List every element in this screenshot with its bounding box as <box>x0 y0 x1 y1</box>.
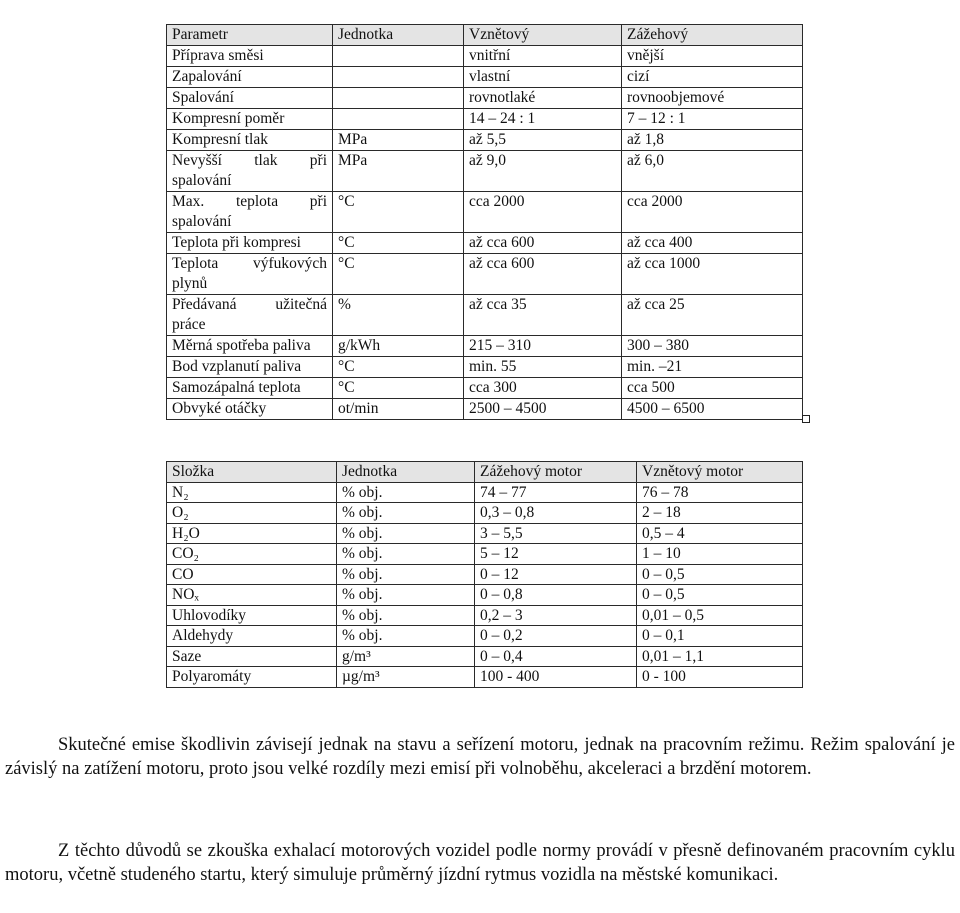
table-row <box>167 151 803 192</box>
paragraph-text: Skutečné emise škodlivin závisejí jednak na stavu a seřízení motoru, jednak na pracovním režimu. Režim spalování je závislý na zatížení motoru, proto jsou velké rozdíly mezi emisí při volnoběhu, akceleraci a brzdění motorem. <box>5 735 955 779</box>
table-cell: Aldehydy <box>167 626 337 647</box>
table-cell: ot/min <box>333 399 464 420</box>
table-cell: Předávaná užitečná práce <box>167 295 333 336</box>
resize-handle[interactable] <box>802 415 810 423</box>
table-cell: až cca 35 <box>464 295 622 336</box>
table-cell <box>333 109 464 130</box>
table-cell: MPa <box>333 151 464 192</box>
table-row <box>167 523 803 544</box>
table-row <box>167 482 803 503</box>
table-cell: až cca 600 <box>464 233 622 254</box>
table-cell <box>333 67 464 88</box>
table-cell: µg/m³ <box>337 667 475 688</box>
table-cell: 0 – 0,4 <box>475 646 637 667</box>
engine-comparison-table <box>166 24 803 420</box>
table-cell: % obj. <box>337 544 475 565</box>
table-cell: Max. teplota při spalování <box>167 192 333 233</box>
table-cell: 0 – 12 <box>475 564 637 585</box>
table-cell: 0,3 – 0,8 <box>475 503 637 524</box>
table-row <box>167 503 803 524</box>
table-cell: až 9,0 <box>464 151 622 192</box>
table-cell: 2500 – 4500 <box>464 399 622 420</box>
table-cell: 0 – 0,5 <box>637 564 803 585</box>
table-cell: 0,01 – 1,1 <box>637 646 803 667</box>
table-cell: g/kWh <box>333 336 464 357</box>
table-row <box>167 192 803 233</box>
table-cell: 0,5 – 4 <box>637 523 803 544</box>
table-cell: 7 – 12 : 1 <box>622 109 803 130</box>
table-cell: Saze <box>167 646 337 667</box>
table-cell <box>333 46 464 67</box>
table-cell: °C <box>333 378 464 399</box>
table-cell: až 5,5 <box>464 130 622 151</box>
table-cell: min. –21 <box>622 357 803 378</box>
table-cell: 2 – 18 <box>637 503 803 524</box>
table-cell: °C <box>333 357 464 378</box>
table-header-row <box>167 462 803 483</box>
table-cell: Kompresní poměr <box>167 109 333 130</box>
table-cell: Nevyšší tlak při spalování <box>167 151 333 192</box>
table-cell: Samozápalná teplota <box>167 378 333 399</box>
table-cell: °C <box>333 192 464 233</box>
table-row <box>167 378 803 399</box>
table-row <box>167 646 803 667</box>
header-cell: Vznětový <box>464 25 622 46</box>
table-cell: 5 – 12 <box>475 544 637 565</box>
table-cell: Měrná spotřeba paliva <box>167 336 333 357</box>
table-cell: % <box>333 295 464 336</box>
table-row <box>167 544 803 565</box>
table-cell: cizí <box>622 67 803 88</box>
table-row <box>167 130 803 151</box>
table-cell: 0 – 0,5 <box>637 585 803 606</box>
table-cell: cca 300 <box>464 378 622 399</box>
table-cell: 0 – 0,2 <box>475 626 637 647</box>
table-row <box>167 585 803 606</box>
table-cell: 0 – 0,8 <box>475 585 637 606</box>
table-cell: CO₂ <box>167 544 337 565</box>
table-cell: Polyaromáty <box>167 667 337 688</box>
paragraph-text: Z těchto důvodů se zkouška exhalací motorových vozidel podle normy provádí v přesně definovaném pracovním cyklu motoru, včetně studeného startu, který simuluje průměrný jízdní rytmus vozidla na městské komunikaci. <box>5 841 955 885</box>
table-cell: cca 500 <box>622 378 803 399</box>
table-cell: % obj. <box>337 605 475 626</box>
table-row <box>167 605 803 626</box>
table-cell: CO <box>167 564 337 585</box>
table-cell: Zapalování <box>167 67 333 88</box>
table-cell: % obj. <box>337 523 475 544</box>
table-cell: % obj. <box>337 626 475 647</box>
table-cell: 1 – 10 <box>637 544 803 565</box>
table-cell: vnitřní <box>464 46 622 67</box>
table-cell: 4500 – 6500 <box>622 399 803 420</box>
table-cell: 3 – 5,5 <box>475 523 637 544</box>
table-cell: min. 55 <box>464 357 622 378</box>
table-cell: až cca 600 <box>464 254 622 295</box>
table-row <box>167 233 803 254</box>
table-cell: Spalování <box>167 88 333 109</box>
table-cell: 76 – 78 <box>637 482 803 503</box>
table-row <box>167 109 803 130</box>
table-cell: cca 2000 <box>622 192 803 233</box>
table-cell: vlastní <box>464 67 622 88</box>
table-cell: Příprava směsi <box>167 46 333 67</box>
table-cell: % obj. <box>337 564 475 585</box>
table-cell: 0,2 – 3 <box>475 605 637 626</box>
table-cell: NOₓ <box>167 585 337 606</box>
table-cell: H₂O <box>167 523 337 544</box>
table-cell: vnější <box>622 46 803 67</box>
table-cell: 74 – 77 <box>475 482 637 503</box>
table-cell: Teplota při kompresi <box>167 233 333 254</box>
table-row <box>167 254 803 295</box>
table-cell: rovnotlaké <box>464 88 622 109</box>
table-cell: 100 - 400 <box>475 667 637 688</box>
table-row <box>167 295 803 336</box>
table-cell: 0 – 0,1 <box>637 626 803 647</box>
table-cell: 215 – 310 <box>464 336 622 357</box>
table-cell: 0 - 100 <box>637 667 803 688</box>
exhaust-composition-table <box>166 461 803 688</box>
table-cell: cca 2000 <box>464 192 622 233</box>
table-cell: 14 – 24 : 1 <box>464 109 622 130</box>
table-header-row <box>167 25 803 46</box>
header-cell: Zážehový <box>622 25 803 46</box>
table-cell: O₂ <box>167 503 337 524</box>
table-row <box>167 88 803 109</box>
table-cell: Kompresní tlak <box>167 130 333 151</box>
table-cell: až cca 400 <box>622 233 803 254</box>
table-cell: °C <box>333 233 464 254</box>
table-cell: 300 – 380 <box>622 336 803 357</box>
table-cell: až cca 25 <box>622 295 803 336</box>
table-cell: g/m³ <box>337 646 475 667</box>
paragraph-test-cycle <box>5 839 955 887</box>
header-cell: Zážehový motor <box>475 462 637 483</box>
table-cell: N₂ <box>167 482 337 503</box>
table-cell: % obj. <box>337 503 475 524</box>
table-row <box>167 399 803 420</box>
table-cell: až 6,0 <box>622 151 803 192</box>
table-cell: až cca 1000 <box>622 254 803 295</box>
table-cell: 0,01 – 0,5 <box>637 605 803 626</box>
paragraph-emissions <box>5 733 955 781</box>
table-cell: % obj. <box>337 585 475 606</box>
table-row <box>167 46 803 67</box>
table-cell: MPa <box>333 130 464 151</box>
table-cell: Uhlovodíky <box>167 605 337 626</box>
table-row <box>167 67 803 88</box>
header-cell: Vznětový motor <box>637 462 803 483</box>
header-cell: Parametr <box>167 25 333 46</box>
table-cell: rovnoobjemové <box>622 88 803 109</box>
table-cell: Bod vzplanutí paliva <box>167 357 333 378</box>
table-row <box>167 357 803 378</box>
table-cell <box>333 88 464 109</box>
table-cell: až 1,8 <box>622 130 803 151</box>
header-cell: Složka <box>167 462 337 483</box>
table-cell: Obvyké otáčky <box>167 399 333 420</box>
table-cell: °C <box>333 254 464 295</box>
table-row <box>167 667 803 688</box>
table-row <box>167 336 803 357</box>
table-cell: % obj. <box>337 482 475 503</box>
table-row <box>167 626 803 647</box>
table-cell: Teplota výfukových plynů <box>167 254 333 295</box>
header-cell: Jednotka <box>333 25 464 46</box>
header-cell: Jednotka <box>337 462 475 483</box>
table-row <box>167 564 803 585</box>
